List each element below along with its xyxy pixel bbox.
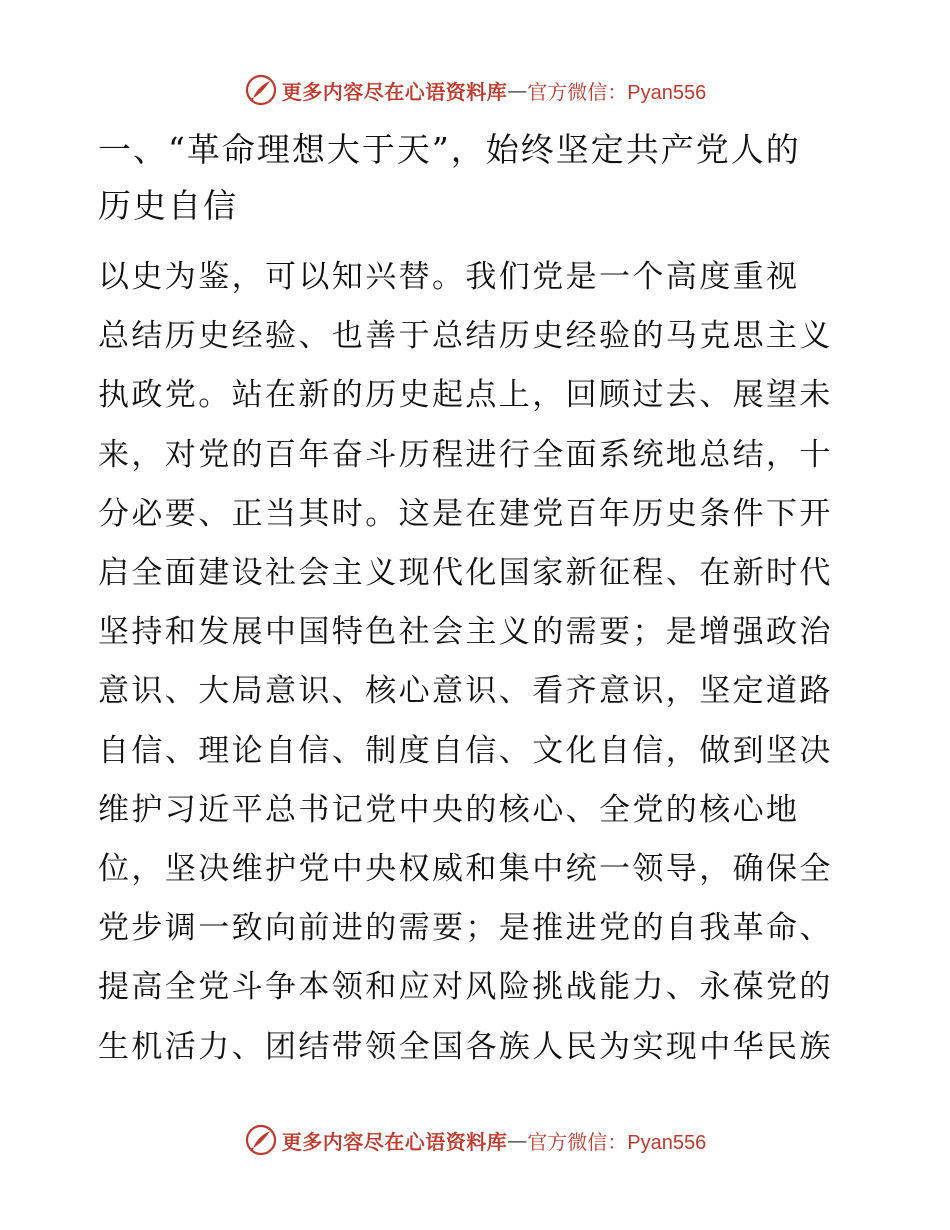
body-line: 自信、理论自信、制度自信、文化自信，做到坚决 [98, 732, 833, 769]
heading-line: 一、“革命理想大于天”，始终坚定共产党人的 [98, 130, 801, 169]
heading-line: 历史自信 [98, 186, 238, 225]
body-line: 党步调一致向前进的需要；是推进党的自我革命、 [98, 910, 833, 947]
body-line: 维护习近平总书记党中央的核心、全党的核心地 [98, 791, 800, 828]
body-line: 生机活力、团结带领全国各族人民为实现中华民族 [98, 1028, 833, 1065]
watermark-site-text: 更多内容尽在心语资料库 [281, 79, 508, 104]
body-line: 启全面建设社会主义现代化国家新征程、在新时代 [98, 555, 833, 592]
watermark-separator: — [507, 1128, 528, 1152]
body-line: 意识、大局意识、核心意识、看齐意识，坚定道路 [98, 673, 833, 710]
watermark-banner-top [0, 70, 950, 110]
body-line: 坚持和发展中国特色社会主义的需要；是增强政治 [98, 614, 833, 651]
body-line: 分必要、正当其时。这是在建党百年历史条件下开 [98, 495, 833, 532]
body-line: 来，对党的百年奋斗历程进行全面系统地总结，十 [98, 436, 833, 473]
body-line: 执政党。站在新的历史起点上，回顾过去、展望未 [98, 377, 833, 414]
body-line: 以史为鉴，可以知兴替。我们党是一个高度重视 [98, 259, 800, 295]
body-line: 位，坚决维护党中央权威和集中统一领导，确保全 [98, 851, 833, 888]
watermark-banner-bottom [0, 1120, 950, 1160]
watermark-separator: — [507, 78, 528, 102]
watermark-contact: 官方微信：Pyan556 [527, 1131, 707, 1154]
watermark-contact: 官方微信：Pyan556 [527, 81, 707, 104]
watermark-site-text: 更多内容尽在心语资料库 [281, 1129, 508, 1154]
body-paragraph [98, 248, 858, 1077]
feather-logo-icon [244, 1123, 278, 1157]
feather-logo-icon [244, 73, 278, 107]
body-line: 提高全党斗争本领和应对风险挑战能力、永葆党的 [98, 969, 833, 1006]
section-heading [98, 122, 858, 234]
body-line: 总结历史经验、也善于总结历史经验的马克思主义 [98, 318, 833, 355]
